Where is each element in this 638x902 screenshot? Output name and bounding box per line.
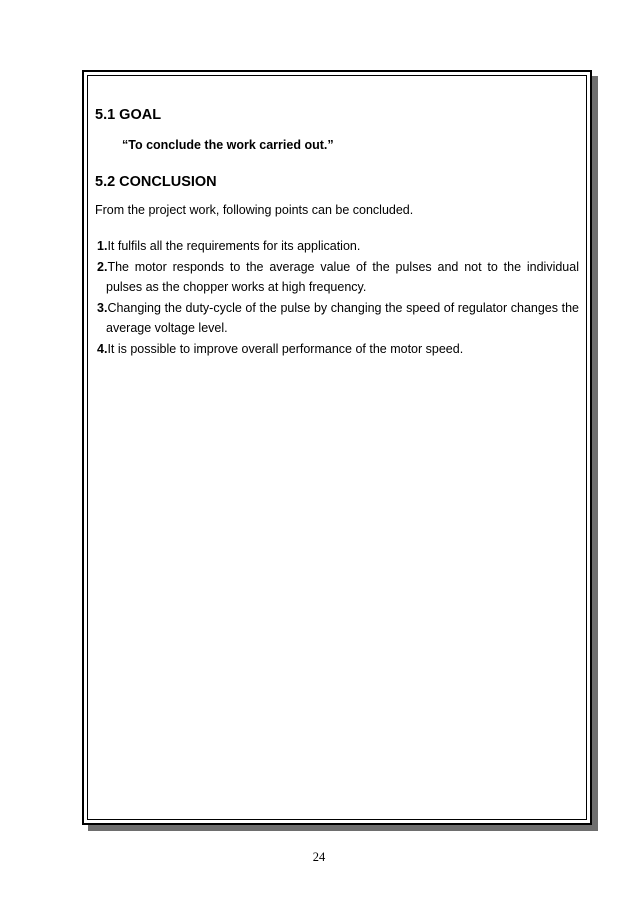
point-number: 1. [97, 239, 108, 253]
goal-heading: 5.1 GOAL [95, 107, 162, 123]
point-number: 3. [97, 300, 108, 315]
point-text: Changing the duty-cycle of the pulse by changing the speed of regulator changes the average voltage level. [106, 300, 579, 335]
conclusion-intro: From the project work, following points can be concluded. [95, 203, 414, 217]
conclusion-heading: 5.2 CONCLUSION [95, 174, 217, 190]
point-text: It fulfils all the requirements for its application. [107, 239, 361, 253]
list-item [95, 298, 579, 339]
list-item [95, 236, 579, 257]
list-item [95, 339, 579, 360]
page-content [95, 106, 579, 359]
point-text: The motor responds to the average value of the pulses and not to the individual pulses as the chopper works at high frequency. [106, 259, 579, 294]
goal-statement: “To conclude the work carried out.” [122, 138, 334, 152]
page-number: 24 [312, 850, 326, 864]
list-item [95, 257, 579, 298]
point-text: It is possible to improve overall performance of the motor speed. [107, 341, 464, 356]
point-number: 2. [97, 259, 108, 274]
conclusion-points-list [95, 236, 579, 359]
point-number: 4. [97, 341, 108, 356]
